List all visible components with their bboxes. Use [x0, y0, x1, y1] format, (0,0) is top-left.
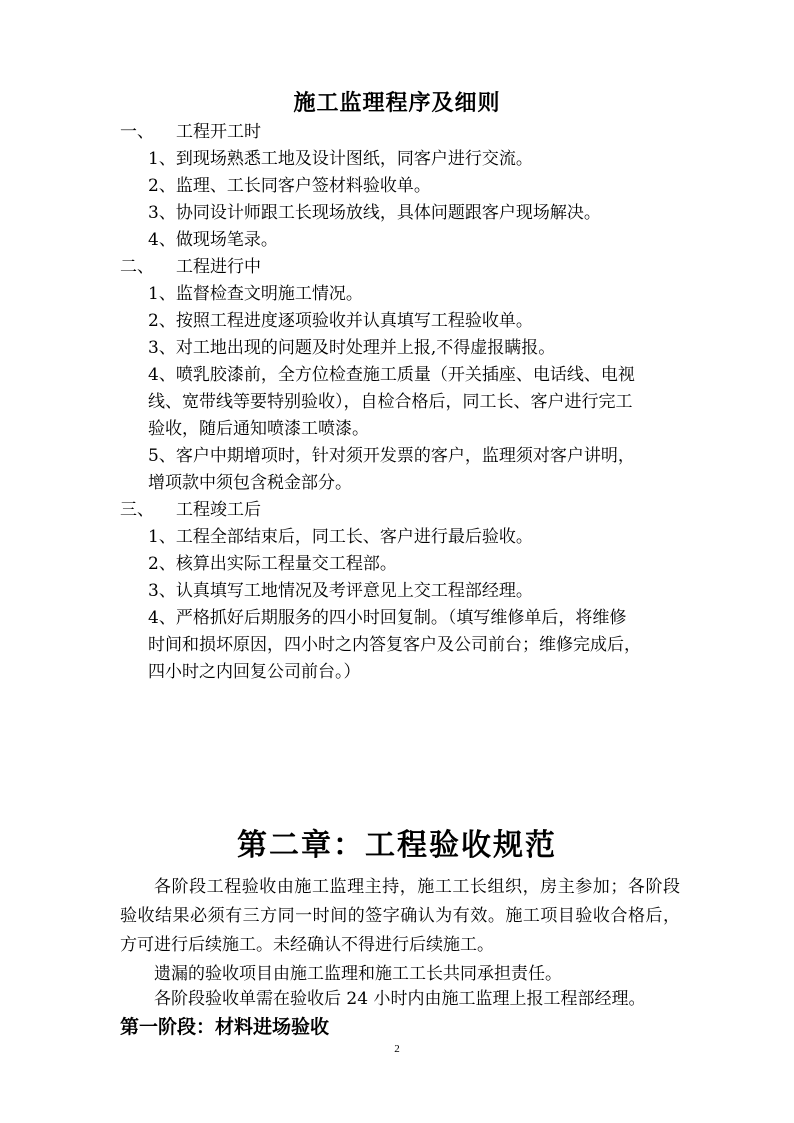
- section-title: 工程竣工后: [176, 500, 261, 520]
- list-item-continued: 四小时之内回复公司前台。）: [148, 662, 361, 682]
- section-number: 一、: [120, 122, 154, 142]
- section-title: 工程开工时: [176, 122, 261, 142]
- list-item: 4、做现场笔录。: [148, 230, 278, 250]
- section-heading: [120, 121, 261, 143]
- list-item: 1、到现场熟悉工地及设计图纸，同客户进行交流。: [148, 149, 533, 169]
- list-item: 3、协同设计师跟工长现场放线，具体问题跟客户现场解决。: [148, 203, 601, 223]
- section-number: 三、: [120, 500, 154, 520]
- section-title: 工程进行中: [176, 257, 261, 277]
- list-item: 2、核算出实际工程量交工程部。: [148, 554, 397, 574]
- list-item: 5、客户中期增项时，针对须开发票的客户，监理须对客户讲明，: [148, 446, 635, 466]
- page-number: 2: [394, 1043, 400, 1055]
- section-heading: [120, 499, 261, 521]
- list-item: 2、按照工程进度逐项验收并认真填写工程验收单。: [148, 311, 533, 331]
- list-item: 1、工程全部结束后，同工长、客户进行最后验收。: [148, 527, 533, 547]
- list-item: 1、监督检查文明施工情况。: [148, 284, 363, 304]
- paragraph: 各阶段工程验收由施工监理主持，施工工长组织，房主参加；各阶段验收结果必须有三方同一时间的签字确认为有效。施工项目验收合格后，方可进行后续施工。未经确认不得进行后续施工。: [120, 877, 680, 955]
- list-item: 4、严格抓好后期服务的四小时回复制。（填写维修单后，将维修: [148, 608, 627, 628]
- list-item-continued: 线、宽带线等要特别验收），自检合格后，同工长、客户进行完工: [148, 392, 633, 412]
- document-title: 施工监理程序及细则: [293, 90, 501, 116]
- list-item: 3、认真填写工地情况及考评意见上交工程部经理。: [148, 581, 533, 601]
- chapter-title: 第二章：工程验收规范: [237, 828, 557, 863]
- paragraph: 各阶段验收单需在验收后 24 小时内由施工监理上报工程部经理。: [154, 989, 646, 1009]
- section-heading: [120, 256, 261, 278]
- list-item-continued: 时间和损坏原因，四小时之内答复客户及公司前台；维修完成后，: [148, 635, 641, 655]
- subheading: 第一阶段：材料进场验收: [120, 1016, 330, 1038]
- list-item: 2、监理、工长同客户签材料验收单。: [148, 176, 431, 196]
- list-item: 4、喷乳胶漆前，全方位检查施工质量（开关插座、电话线、电视: [148, 365, 635, 385]
- list-item-continued: 验收，随后通知喷漆工喷漆。: [148, 419, 369, 439]
- paragraph: 遗漏的验收项目由施工监理和施工工长共同承担责任。: [154, 964, 562, 984]
- list-item-continued: 增项款中须包含税金部分。: [148, 473, 352, 493]
- section-number: 二、: [120, 257, 154, 277]
- list-item: 3、对工地出现的问题及时处理并上报,不得虚报瞒报。: [148, 338, 556, 358]
